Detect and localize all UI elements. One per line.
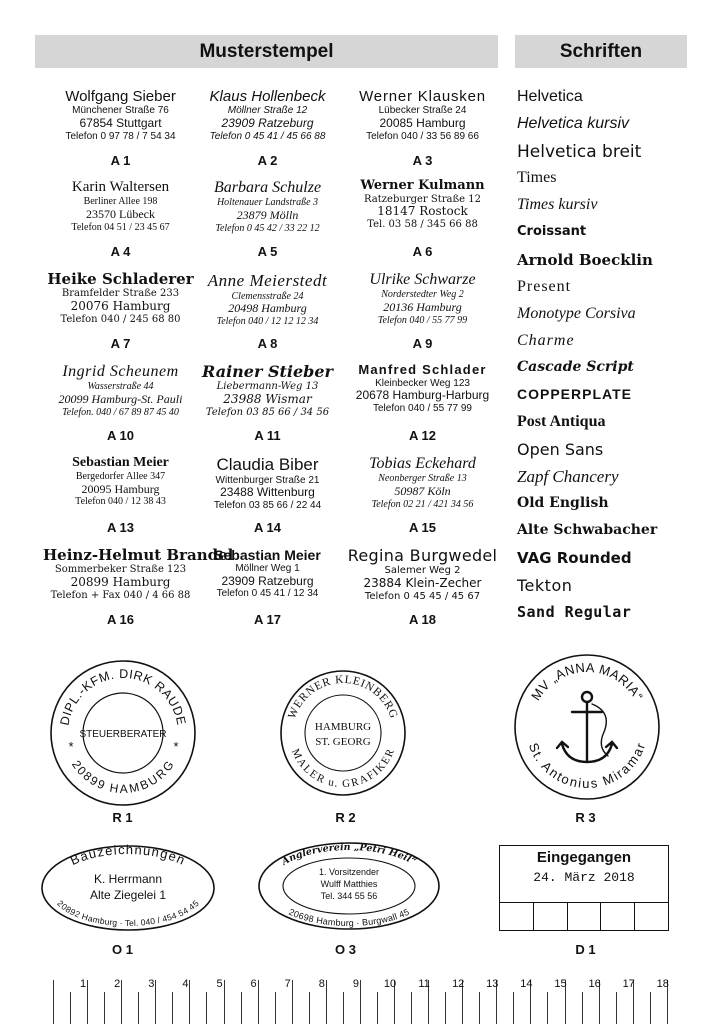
stamp-line: 18147 Rostock [377, 204, 468, 219]
ruler-tick [650, 992, 651, 1024]
stamp-name: Manfred Schlader [358, 362, 487, 377]
r3-code: R 3 [575, 810, 596, 825]
date-box [568, 903, 602, 930]
musterstempel-header [35, 35, 498, 68]
stamp-line: 67854 Stuttgart [79, 115, 162, 130]
ruler-number: 5 [216, 978, 223, 990]
ruler-tick [343, 992, 344, 1024]
stamp-name: Rainer Stieber [202, 362, 333, 381]
stamp-name: Werner Kulmann [360, 178, 485, 193]
stamp-line: 23570 Lübeck [86, 206, 155, 221]
stamp-line: Liebermann-Weg 13 [216, 381, 319, 393]
font-sample: Sand Regular [517, 602, 632, 621]
stamp-a3 [345, 88, 500, 142]
stamp-line: Kleinbecker Weg 123 [375, 377, 470, 389]
stamp-line: Telefon 0 45 42 / 33 22 12 [215, 222, 320, 234]
ruler-number: 9 [352, 978, 359, 990]
ruler-number: 1 [80, 978, 87, 990]
stamp-a4 [43, 179, 198, 233]
date-stamp-date: 24. März 2018 [533, 870, 635, 885]
stamp-a14 [190, 455, 345, 511]
stamp-name: Klaus Hollenbeck [209, 88, 326, 105]
font-sample: Helvetica breit [517, 142, 642, 163]
ruler-number: 8 [318, 978, 325, 990]
stamp-name: Karin Waltersen [71, 179, 170, 195]
stamp-line: Neonberger Straße 13 [378, 473, 467, 485]
ruler-tick [206, 992, 207, 1024]
font-sample: Arnold Boecklin [517, 250, 653, 269]
stamp-line: Telefon 0 45 45 / 45 67 [364, 590, 481, 602]
stamp-a7 [43, 271, 198, 325]
o3-line1: 1. Vorsitzender [318, 867, 380, 877]
stamp-line: Möllner Weg 1 [235, 563, 300, 575]
stamp-line: Bergedorfer Allee 347 [75, 471, 166, 483]
stamp-line: Holtenauer Landstraße 3 [216, 197, 319, 209]
font-sample: Helvetica [517, 88, 583, 105]
stamp-code: A 10 [107, 428, 134, 443]
stamp-line: 23909 Ratzeburg [221, 115, 314, 130]
stamp-a17 [190, 547, 345, 600]
ruler-tick [275, 992, 276, 1024]
r2-top-text: WERNER KLEINBERG [286, 673, 400, 721]
o3-top-text: Anglerverein „Petri Heil“ [280, 841, 419, 868]
r1-top-text: DIPL.-KFM. DIRK RAUDE [57, 666, 189, 727]
anchor-icon [557, 692, 617, 762]
stamp-code: A 12 [409, 428, 436, 443]
stamp-a18 [345, 547, 500, 602]
ruler-number: 13 [486, 978, 499, 990]
stamp-a8 [190, 271, 345, 327]
stamp-a9 [345, 271, 500, 326]
ruler-tick [138, 992, 139, 1024]
ruler-number: 11 [418, 978, 430, 990]
font-sample: Cascade Script [517, 359, 634, 375]
r2-center-line2: ST. GEORG [315, 736, 371, 748]
ruler-tick [582, 992, 583, 1024]
stamp-line: 20498 Hamburg [228, 301, 307, 316]
r2-bottom-text: MALER u. GRAFIKER [288, 747, 398, 791]
stamp-name: Tobias Eckehard [369, 455, 476, 472]
stamp-code: A 18 [409, 612, 436, 627]
ruler-number: 2 [114, 978, 121, 990]
svg-text:MALER u. GRAFIKER [289, 747, 397, 790]
o1-bottom-text: 20892 Hamburg · Tel. 040 / 454 54 45 [54, 898, 202, 929]
date-box [635, 903, 668, 930]
date-stamp-d1 [499, 845, 669, 931]
stamp-a16 [43, 546, 234, 601]
stamp-name: Heike Schladerer [47, 270, 194, 288]
stamp-line: Telefon 04 51 / 23 45 67 [71, 221, 170, 233]
font-sample: Present [517, 277, 572, 295]
font-sample: Open Sans [517, 440, 604, 460]
stamp-line: Telefon 0 45 41 / 45 66 88 [209, 130, 326, 142]
svg-text:20698 Hamburg · Burgwall 45 [287, 907, 411, 928]
stamp-line: Telefon 03 85 66 / 34 56 [205, 406, 330, 418]
stamp-code: A 7 [110, 336, 131, 351]
stamp-code: A 5 [257, 244, 278, 259]
font-sample: COPPERPLATE [517, 386, 632, 403]
o1-line2: Alte Ziegelei 1 [89, 888, 167, 902]
ruler-tick [411, 992, 412, 1024]
ruler-number: 18 [656, 978, 669, 990]
o3-line2: Wulff Matthies [320, 879, 378, 889]
font-sample: Old English [517, 494, 609, 511]
r1-center-text: STEUERBERATER [79, 729, 167, 740]
stamp-line: Telefon 040 / 55 77 99 [377, 314, 468, 326]
font-sample: Helvetica kursiv [517, 115, 630, 133]
stamp-line: Telefon 040 / 33 56 89 66 [366, 130, 479, 142]
stamp-line: Telefon 03 85 66 / 22 44 [213, 499, 322, 511]
stamp-a12 [345, 363, 500, 415]
stamp-line: Telefon 02 21 / 421 34 56 [371, 498, 474, 510]
stamp-code: A 16 [107, 612, 134, 627]
stamp-a6 [345, 179, 500, 231]
stamp-line: 23488 Wittenburg [220, 485, 315, 500]
stamp-line: Telefon + Fax 040 / 4 66 88 [50, 589, 191, 601]
date-box [534, 903, 568, 930]
ruler-number: 16 [588, 978, 601, 990]
stamp-line: 20076 Hamburg [70, 298, 171, 313]
stamp-line: 23879 Mölln [236, 207, 299, 222]
stamp-line: 23909 Ratzeburg [221, 573, 314, 588]
stamp-name: Werner Klausken [359, 88, 486, 105]
date-stamp-boxes [500, 902, 668, 930]
o1-line1: K. Herrmann [93, 872, 163, 886]
r1-bottom-text: 20899 HAMBURG [69, 757, 177, 796]
stamp-code: A 13 [107, 520, 134, 535]
font-sample: Alte Schwabacher [517, 521, 658, 538]
svg-text:Anglerverein „Petri Heil“ [279, 842, 418, 868]
stamp-a13 [43, 455, 198, 508]
ruler-tick [53, 980, 54, 1024]
ruler-tick [104, 992, 105, 1024]
stamp-a11 [190, 363, 345, 418]
stamp-line: Möllner Straße 12 [227, 105, 308, 117]
font-sample: Charme [517, 331, 575, 349]
r2-code: R 2 [335, 810, 356, 825]
stamp-name: Ingrid Scheunem [62, 363, 179, 380]
o1-code: O 1 [112, 942, 133, 957]
stamp-code: A 2 [257, 153, 278, 168]
r1-star-right: * [173, 739, 179, 754]
ruler-number: 4 [182, 978, 189, 990]
stamp-line: 20899 Hamburg [70, 574, 171, 589]
date-box [500, 903, 534, 930]
ruler-tick [241, 992, 242, 1024]
stamp-line: Telefon 040 / 245 68 80 [60, 313, 181, 325]
stamp-line: Telefon 040 / 12 12 12 34 [216, 315, 319, 327]
stamp-a15 [345, 455, 500, 510]
stamp-a5 [190, 179, 345, 234]
stamp-line: Bramfelder Straße 233 [61, 288, 180, 300]
stamp-a2 [190, 88, 345, 142]
ruler-tick [377, 992, 378, 1024]
stamp-line: 23884 Klein-Zecher [363, 575, 482, 590]
stamp-line: Telefon 0 97 78 / 7 54 34 [65, 130, 176, 142]
oval-stamp-o1 [38, 843, 218, 933]
stamp-line: Ratzeburger Straße 12 [364, 193, 481, 205]
stamp-line: Salemer Weg 2 [384, 565, 461, 577]
o3-code: O 3 [335, 942, 356, 957]
stamp-line: 20136 Hamburg [383, 299, 462, 314]
stamp-line: 20085 Hamburg [379, 115, 466, 130]
stamp-code: A 3 [412, 153, 433, 168]
stamp-name: Sebastian Meier [214, 547, 321, 563]
ruler-tick [479, 992, 480, 1024]
stamp-line: 50987 Köln [394, 483, 451, 498]
stamp-name: Sebastian Meier [72, 455, 169, 470]
svg-text:Bauzeichnungen [68, 843, 188, 868]
stamp-line: Tel. 03 58 / 345 66 88 [367, 219, 478, 231]
stamp-name: Claudia Biber [216, 455, 319, 474]
font-sample: Zapf Chancery [517, 467, 619, 487]
font-sample: Croissant [517, 223, 587, 239]
stamp-line: Lübecker Straße 24 [378, 105, 467, 117]
stamp-code: A 17 [254, 612, 281, 627]
stamp-line: Wasserstraße 44 [87, 381, 154, 393]
font-sample: Monotype Corsiva [517, 304, 636, 322]
ruler-number: 10 [383, 978, 397, 990]
ruler-number: 12 [452, 978, 465, 990]
stamp-code: A 9 [412, 336, 433, 351]
musterstempel-title: Musterstempel [199, 40, 334, 62]
ruler-tick [70, 992, 71, 1024]
ruler-tick [445, 992, 446, 1024]
r3-bottom-text: St. Antonius Miramar [526, 740, 648, 791]
stamp-a1 [43, 88, 198, 142]
stamp-line: Wittenburger Straße 21 [215, 474, 320, 486]
ruler-number: 15 [554, 978, 567, 990]
font-sample: Times kursiv [517, 196, 598, 214]
ruler-tick [513, 992, 514, 1024]
font-sample: VAG Rounded [517, 548, 632, 567]
svg-text:WERNER KLEINBERG [286, 674, 400, 721]
stamp-code: A 6 [412, 244, 433, 259]
stamp-a10 [43, 363, 198, 418]
font-sample: Times [517, 169, 557, 187]
stamp-line: Telefon 040 / 12 38 43 [75, 496, 166, 508]
ruler-number: 7 [284, 978, 291, 990]
round-stamp-r1 [48, 658, 198, 808]
o3-line3: Tel. 344 55 56 [320, 891, 378, 901]
stamp-name: Heinz-Helmut Brandel [43, 546, 234, 564]
svg-text:20899 HAMBURG [69, 758, 177, 796]
stamp-code: A 8 [257, 336, 278, 351]
o1-top-text: Bauzeichnungen [67, 843, 189, 869]
font-sample: Tekton [517, 575, 573, 595]
stamp-line: Berliner Allee 198 [83, 196, 158, 208]
stamp-code: A 14 [254, 520, 281, 535]
round-stamp-r3 [512, 652, 662, 802]
schriften-title: Schriften [559, 40, 643, 62]
stamp-line: Telefon 040 / 55 77 99 [373, 403, 472, 415]
stamp-line: Clemensstraße 24 [231, 290, 304, 302]
ruler-tick [616, 992, 617, 1024]
stamp-code: A 1 [110, 153, 131, 168]
stamp-line: Telefon 0 45 41 / 12 34 [216, 588, 319, 600]
o3-bottom-text: 20698 Hamburg · Burgwall 45 [287, 907, 411, 929]
stamp-name: Ulrike Schwarze [369, 271, 476, 288]
svg-text:DIPL.-KFM. DIRK RAUDE [57, 667, 188, 727]
oval-stamp-o3 [255, 840, 443, 932]
stamp-code: A 15 [409, 520, 436, 535]
svg-text:MV „ANNA MARIA“ [528, 660, 646, 703]
ruler-tick [309, 992, 310, 1024]
d1-code: D 1 [575, 942, 596, 957]
svg-text:20892 Hamburg · Tel. 040 / 454 [55, 898, 201, 928]
stamp-line: Telefon. 040 / 67 89 87 45 40 [62, 406, 179, 418]
stamp-name: Anne Meierstedt [207, 271, 328, 290]
round-stamp-r2 [278, 668, 408, 798]
stamp-name: Wolfgang Sieber [65, 88, 176, 105]
stamp-code: A 11 [254, 428, 281, 443]
stamp-code: A 4 [110, 244, 131, 259]
ruler-number: 6 [250, 978, 257, 990]
r3-top-text: MV „ANNA MARIA“ [528, 659, 647, 704]
r2-center-line1: HAMBURG [314, 721, 372, 733]
schriften-header [515, 35, 687, 68]
stamp-name: Regina Burgwedel [347, 546, 498, 565]
ruler-tick [547, 992, 548, 1024]
ruler-number: 14 [520, 978, 533, 990]
stamp-line: Münchener Straße 76 [72, 105, 169, 117]
ruler-number: 17 [622, 978, 635, 990]
stamp-line: Sommerbeker Straße 123 [54, 564, 187, 576]
ruler-tick [172, 992, 173, 1024]
stamp-name: Barbara Schulze [213, 179, 322, 196]
font-sample: Post Antiqua [517, 413, 606, 431]
r1-star-left: * [68, 739, 74, 754]
date-stamp-title: Eingegangen [536, 849, 632, 866]
stamp-line: 23988 Wismar [223, 391, 312, 406]
stamp-line: 20095 Hamburg [81, 481, 160, 496]
ruler-number: 3 [148, 978, 155, 990]
stamp-line: 20678 Hamburg-Harburg [355, 388, 490, 403]
stamp-line: Norderstedter Weg 2 [381, 289, 464, 301]
stamp-line: 20099 Hamburg-St. Pauli [58, 391, 183, 406]
r1-code: R 1 [112, 810, 133, 825]
date-box [601, 903, 635, 930]
